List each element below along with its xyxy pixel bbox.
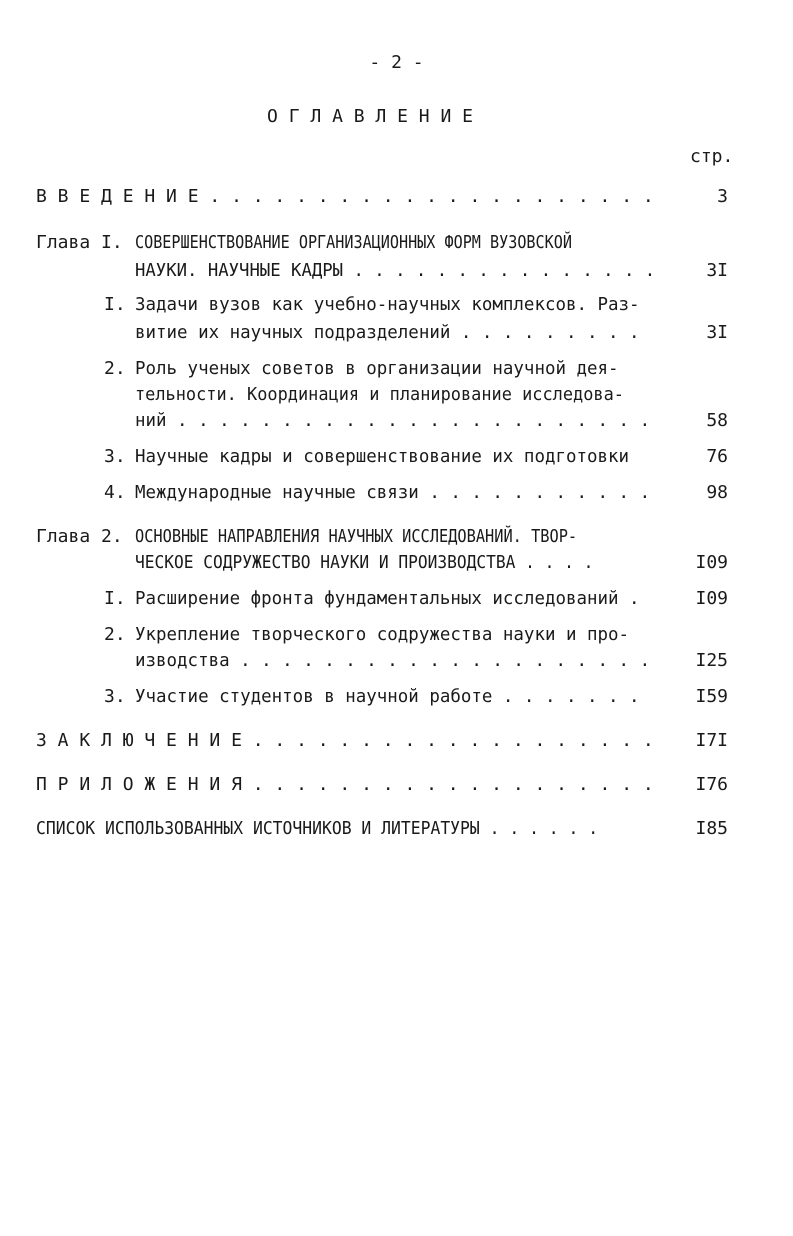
toc-entry-chapter-1-cont[interactable] [135,258,677,284]
toc-page-number: 3I [706,260,728,281]
toc-entry-text: Расширение фронта фундаментальных исследований . [135,588,640,609]
toc-page-number: I76 [695,774,728,795]
toc-entry-line [135,648,666,674]
toc-entry-text: Укрепление творческого содружества науки и про- [135,624,630,645]
toc-chapter-label: Глава I. [36,232,123,253]
toc-entry-section-2-2[interactable] [135,622,644,648]
toc-entry-text: З А К Л Ю Ч Е Н И Е . . . . . . . . . . . . . . . . . . . [36,730,654,751]
toc-entry-section-1-3[interactable] [135,444,644,470]
toc-entry-text: ОСНОВНЫЕ НАПРАВЛЕНИЯ НАУЧНЫХ ИССЛЕДОВАНИЙ. ТВОР- [135,526,578,547]
toc-entry-text: СОВЕРШЕНСТВОВАНИЕ ОРГАНИЗАЦИОННЫХ ФОРМ ВУЗОВСКОЙ [135,232,572,253]
toc-section-label: 3. [104,446,126,467]
page-column-label: стр. [690,146,734,167]
toc-page-number: I09 [695,552,728,573]
toc-entry-section-1-4[interactable] [135,480,666,506]
toc-entry-chapter-2[interactable] [135,524,655,550]
toc-entry-text: Научные кадры и совершенствование их подготовки [135,446,630,467]
toc-page-number: 98 [706,482,728,503]
toc-entry-bibliography[interactable] [36,816,654,842]
toc-page-number: I59 [695,686,728,707]
toc-entry-text: П Р И Л О Ж Е Н И Я . . . . . . . . . . . . . . . . . . . [36,774,654,795]
page-title: О Г Л А В Л Е Н И Е [267,106,473,127]
toc-entry-text: Участие студентов в научной работе . . . . . . . [135,686,640,707]
toc-entry-introduction[interactable] [36,184,654,210]
toc-entry-text: витие их научных подразделений . . . . . . . . . [135,322,640,343]
toc-entry-section-2-3[interactable] [135,684,655,710]
toc-entry-line [135,550,644,576]
toc-page-number: I09 [695,588,728,609]
toc-section-label: 2. [104,624,126,645]
toc-entry-text: ЧЕСКОЕ СОДРУЖЕСТВО НАУКИ И ПРОИЗВОДСТВА . . . . [135,552,594,573]
toc-page-number: 3 [717,186,728,207]
toc-entry-line [135,408,666,434]
toc-entry-text: СПИСОК ИСПОЛЬЗОВАННЫХ ИСТОЧНИКОВ И ЛИТЕРАТУРЫ . . . . . . [36,818,599,839]
toc-entry-section-2-1[interactable] [135,586,655,612]
toc-page-number: I7I [695,730,728,751]
toc-section-label: 2. [104,358,126,379]
toc-entry-section-1-2[interactable] [135,356,634,382]
page-number: - 2 - [369,52,424,73]
toc-entry-appendices[interactable] [36,772,654,798]
toc-page-number: I25 [695,650,728,671]
toc-page-number: 3I [706,322,728,343]
toc-entry-conclusion[interactable] [36,728,654,754]
toc-entry-line [135,382,655,408]
toc-entry-text: В В Е Д Е Н И Е . . . . . . . . . . . . . . . . . . . . . [36,186,654,207]
toc-section-label: I. [104,294,126,315]
toc-section-label: 3. [104,686,126,707]
toc-entry-text: Роль ученых советов в организации научной дея- [135,358,619,379]
toc-entry-text: Задачи вузов как учебно-научных комплексов. Раз- [135,294,640,315]
toc-entry-text: Международные научные связи . . . . . . . . . . . [135,482,651,503]
toc-entry-line [135,320,655,346]
toc-entry-text: изводства . . . . . . . . . . . . . . . . . . . . [135,650,651,671]
toc-entry-section-1-1[interactable] [135,292,655,318]
toc-entry-text: ний . . . . . . . . . . . . . . . . . . . . . . . [135,410,651,431]
toc-page-number: 58 [706,410,728,431]
toc-section-label: 4. [104,482,126,503]
toc-entry-text: НАУКИ. НАУЧНЫЕ КАДРЫ . . . . . . . . . . . . . . . [135,260,656,281]
toc-entry-text: тельности. Координация и планирование исследова- [135,384,624,405]
toc-entry-chapter-1[interactable] [135,230,655,256]
toc-page-number: I85 [695,818,728,839]
toc-chapter-label: Глава 2. [36,526,123,547]
toc-page-number: 76 [706,446,728,467]
toc-section-label: I. [104,588,126,609]
